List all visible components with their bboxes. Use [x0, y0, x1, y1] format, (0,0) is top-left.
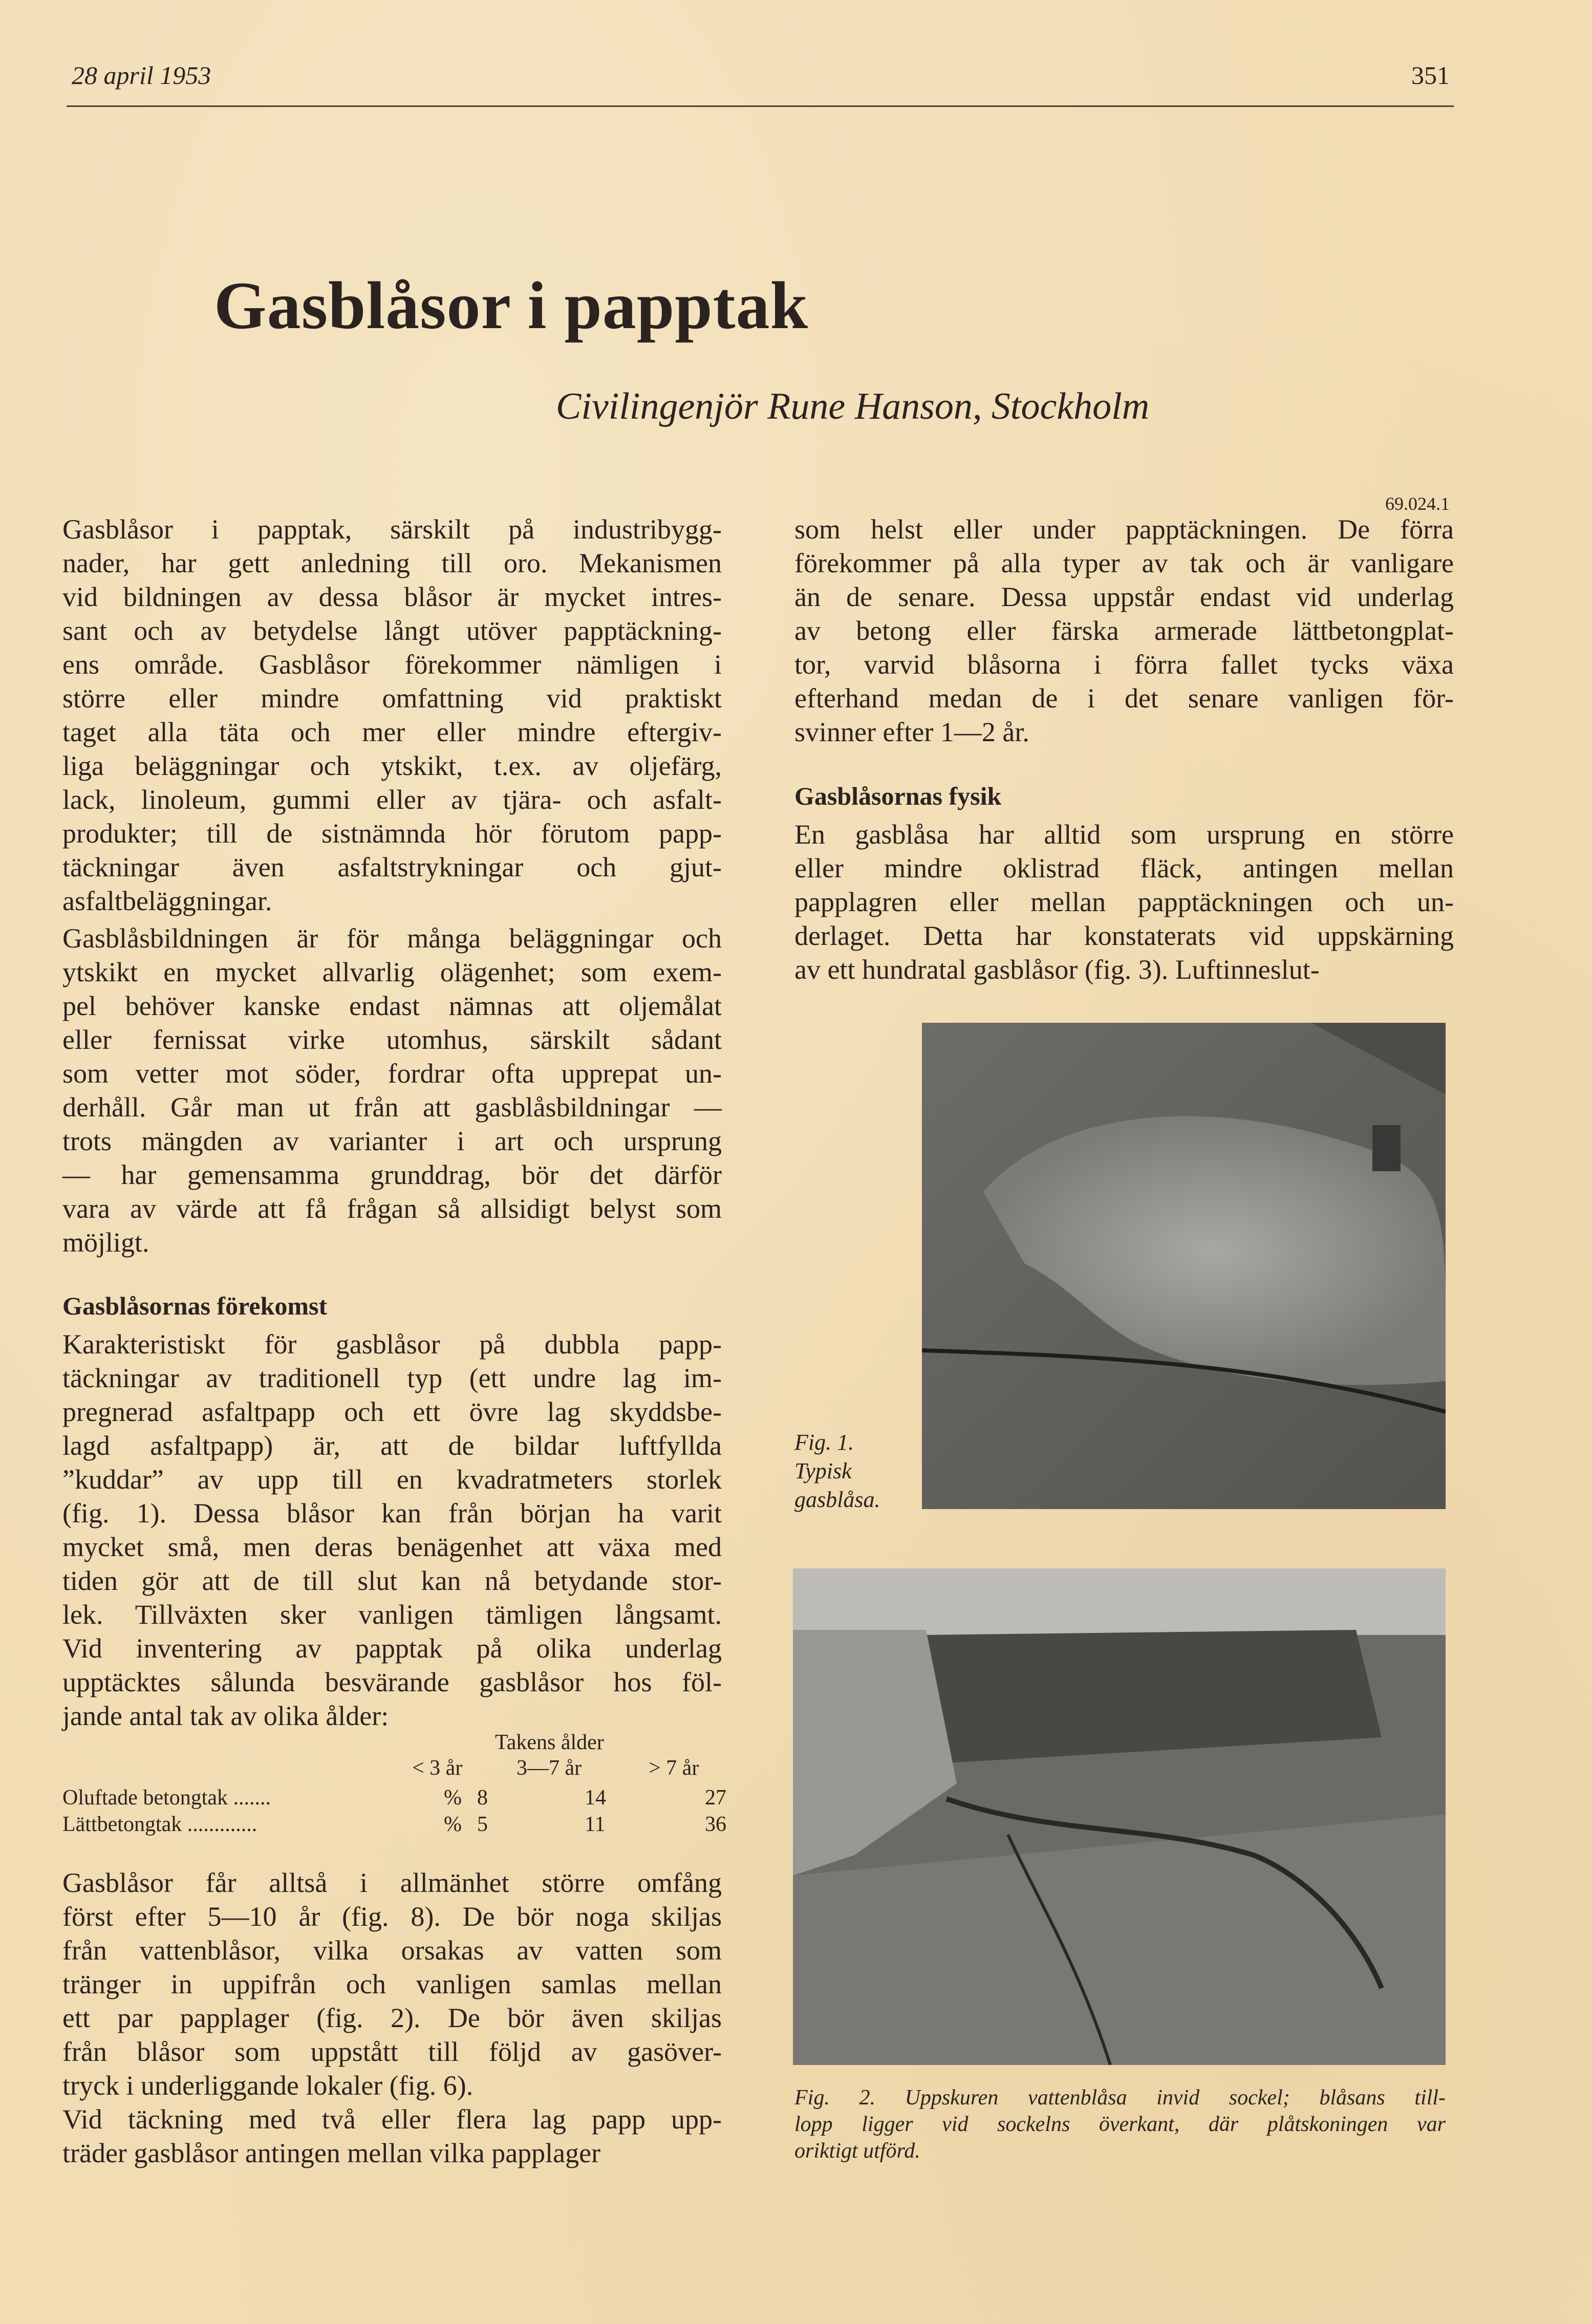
text-line: sant och av betydelse långt utöver papptäckning-: [62, 615, 722, 646]
caption-line: Fig. 1.: [794, 1430, 854, 1455]
text-line: upptäcktes sålunda besvärande gasblåsor hos föl-: [62, 1667, 722, 1697]
table-col-header: 3—7 år: [517, 1756, 582, 1780]
text-line: svinner efter 1—2 år.: [794, 717, 1029, 747]
text-line: täckningar även asfaltstrykningar och gjut-: [62, 852, 722, 883]
text-line: från blåsor som uppstått till följd av gasöver-: [62, 2036, 722, 2067]
table-cell: 11: [585, 1813, 606, 1836]
classification-code: 69.024.1: [1385, 493, 1450, 514]
text-line: mycket små, men deras benägenhet att växa med: [62, 1532, 722, 1562]
caption-line: Typisk: [794, 1458, 852, 1483]
figure-1-caption: [794, 1428, 880, 1514]
table-unit: %: [444, 1813, 462, 1836]
text-line: tiden gör att de till slut kan nå betydande stor-: [62, 1565, 722, 1596]
table-cell: 14: [585, 1786, 606, 1810]
text-line: tor, varvid blåsorna i förra fallet tycks växa: [794, 649, 1454, 680]
text-line: asfaltbeläggningar.: [62, 886, 272, 916]
text-line: tränger in uppifrån och vanligen samlas mellan: [62, 1969, 722, 1999]
text-line: som helst eller under papptäckningen. De förra: [794, 514, 1454, 545]
left-p4: [62, 1866, 722, 2102]
left-p2: [62, 921, 722, 1259]
text-line: lagd asfaltpapp) är, att de bildar luftfyllda: [62, 1430, 722, 1461]
text-line: Gasblåsor får alltså i allmänhet större omfång: [62, 1867, 722, 1898]
text-line: från vattenblåsor, vilka orsakas av vatten som: [62, 1935, 722, 1966]
text-line: vara av värde att få frågan så allsidigt belyst som: [62, 1193, 722, 1224]
text-line: liga beläggningar och ytskikt, t.ex. av oljefärg,: [62, 750, 722, 781]
text-line: möjligt.: [62, 1227, 149, 1258]
table-group-header: Takens ålder: [495, 1731, 604, 1754]
section-heading-fysik: Gasblåsornas fysik: [794, 782, 1002, 810]
text-line: eller fernissat virke utomhus, särskilt sådant: [62, 1024, 722, 1055]
text-line: förekommer på alla typer av tak och är vanligare: [794, 548, 1454, 578]
text-line: av ett hundratal gasblåsor (fig. 3). Luftinneslut-: [794, 954, 1320, 985]
table-cell: 27: [705, 1786, 726, 1810]
text-line: produkter; till de sistnämnda hör förutom papp-: [62, 818, 722, 849]
text-line: taget alla täta och mer eller mindre eftergiv-: [62, 717, 722, 747]
figure-2-caption: [794, 2084, 1446, 2164]
table-col-header: > 7 år: [649, 1756, 699, 1780]
figure-1-photo: [922, 1023, 1446, 1509]
text-line: än de senare. Dessa uppstår endast vid underlag: [794, 582, 1454, 612]
text-line: efterhand medan de i det senare vanligen för-: [794, 683, 1454, 714]
right-p2: [794, 817, 1454, 986]
text-line: först efter 5—10 år (fig. 8). De bör noga skiljas: [62, 1901, 722, 1932]
table-cell: 36: [705, 1813, 726, 1836]
text-line: lek. Tillväxten sker vanligen tämligen långsamt.: [62, 1599, 722, 1630]
text-line: vid bildningen av dessa blåsor är mycket intres-: [62, 582, 722, 612]
header-date: 28 april 1953: [72, 61, 211, 90]
text-line: papplagren eller mellan papptäckningen och un-: [794, 887, 1454, 917]
table-row-label: Oluftade betongtak .......: [62, 1786, 271, 1810]
text-line: trots mängden av varianter i art och ursprung: [62, 1126, 722, 1156]
caption-line: Fig. 2. Uppskuren vattenblåsa invid sockel; blåsans till-: [794, 2086, 1446, 2110]
text-line: Gasblåsor i papptak, särskilt på industribygg-: [62, 514, 722, 545]
left-p1: [62, 512, 722, 918]
text-line: nader, har gett anledning till oro. Mekanismen: [62, 548, 722, 578]
text-line: ”kuddar” av upp till en kvadratmeters storlek: [62, 1464, 722, 1495]
text-line: — har gemensamma grunddrag, bör det därför: [62, 1159, 722, 1190]
header-rule: [67, 105, 1454, 107]
left-p3: [62, 1327, 722, 1733]
text-line: lack, linoleum, gummi eller av tjära- och asfalt-: [62, 784, 722, 815]
text-line: jande antal tak av olika ålder:: [62, 1701, 389, 1731]
text-line: täckningar av traditionell typ (ett undre lag im-: [62, 1363, 722, 1393]
section-heading-forekomst: Gasblåsornas förekomst: [62, 1292, 328, 1320]
text-line: derhåll. Går man ut från att gasblåsbildningar —: [62, 1092, 722, 1123]
text-line: träder gasblåsor antingen mellan vilka papplager: [62, 2138, 601, 2168]
text-line: pregnerad asfaltpapp och ett övre lag skyddsbe-: [62, 1396, 722, 1427]
text-line: eller mindre oklistrad fläck, antingen mellan: [794, 853, 1454, 884]
table-cell: 5: [477, 1813, 488, 1836]
byline: Civilingenjör Rune Hanson, Stockholm: [556, 385, 1150, 427]
page-number: 351: [1411, 61, 1450, 90]
table-cell: 8: [477, 1786, 488, 1810]
text-line: pel behöver kanske endast nämnas att oljemålat: [62, 991, 722, 1021]
text-line: ytskikt en mycket allvarlig olägenhet; som exem-: [62, 957, 722, 987]
caption-line: lopp ligger vid sockelns överkant, där plåtskoningen var: [794, 2113, 1446, 2136]
age-table: [62, 1730, 726, 1848]
table-col-header: < 3 år: [412, 1756, 463, 1780]
text-line: derlaget. Detta har konstaterats vid uppskärning: [794, 920, 1454, 951]
text-line: större eller mindre omfattning vid praktiskt: [62, 683, 722, 714]
figure-2-photo: [793, 1568, 1446, 2065]
text-line: En gasblåsa har alltid som ursprung en större: [794, 819, 1454, 850]
left-p5: [62, 2102, 722, 2170]
right-p1: [794, 512, 1454, 749]
text-line: som vetter mot söder, fordrar ofta upprepat un-: [62, 1058, 722, 1089]
article-title: Gasblåsor i papptak: [214, 268, 808, 343]
text-line: ett par papplager (fig. 2). De bör även skiljas: [62, 2003, 722, 2033]
text-line: av betong eller färska armerade lättbetongplat-: [794, 615, 1454, 646]
text-line: (fig. 1). Dessa blåsor kan från början ha varit: [62, 1498, 722, 1529]
caption-line: gasblåsa.: [794, 1487, 880, 1512]
text-line: tryck i underliggande lokaler (fig. 6).: [62, 2070, 474, 2101]
text-line: Gasblåsbildningen är för många beläggningar och: [62, 923, 722, 954]
text-line: ens område. Gasblåsor förekommer nämligen i: [62, 649, 722, 680]
text-line: Vid täckning med två eller flera lag papp upp-: [62, 2104, 722, 2135]
table-unit: %: [444, 1786, 462, 1810]
table-row-label: Lättbetongtak .............: [62, 1813, 257, 1836]
text-line: Vid inventering av papptak på olika underlag: [62, 1633, 722, 1664]
caption-line: oriktigt utförd.: [794, 2139, 920, 2163]
text-line: Karakteristiskt för gasblåsor på dubbla papp-: [62, 1329, 722, 1360]
